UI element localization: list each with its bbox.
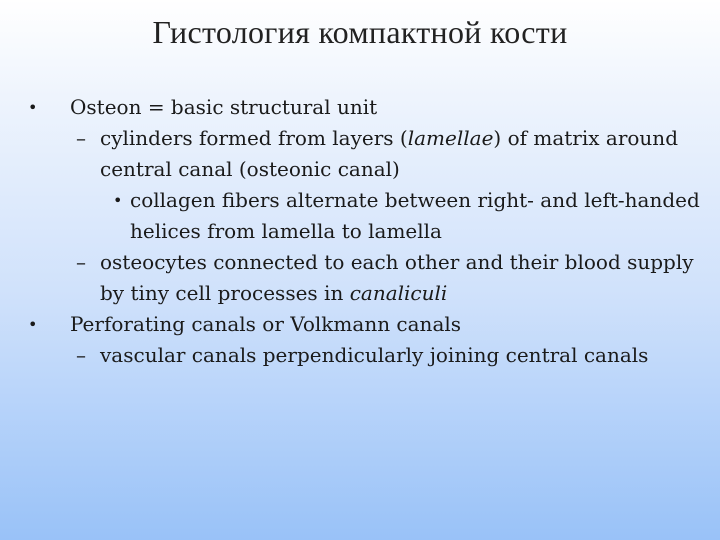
sub-sub-bullet-text: collagen fibers alternate between right- and left-handed helices from lamella to lamella xyxy=(130,188,700,243)
sub-bullet-cylinders xyxy=(26,123,706,185)
bullet-text: Perforating canals or Volkmann canals xyxy=(70,312,462,336)
bullet-marker: • xyxy=(113,191,123,210)
sub-bullet-text: vascular canals perpendicularly joining central canals xyxy=(100,343,649,367)
sub-bullet-vascular xyxy=(26,340,706,371)
dash-marker: – xyxy=(76,343,86,367)
sub-bullet-text-pre: osteocytes connected to each other and their blood supply by tiny cell processes in xyxy=(100,250,694,305)
bullet-osteon xyxy=(26,92,706,123)
sub-bullet-osteocytes xyxy=(26,247,706,309)
slide-body xyxy=(26,92,706,371)
sub-bullet-emphasis: canaliculi xyxy=(349,281,448,305)
bullet-text: Osteon = basic structural unit xyxy=(70,95,378,119)
bullet-perforating xyxy=(26,309,706,340)
bullet-marker: • xyxy=(28,315,38,334)
sub-bullet-text-pre: cylinders formed from layers ( xyxy=(100,126,408,150)
slide-title: Гистология компактной кости xyxy=(152,14,568,50)
dash-marker: – xyxy=(76,126,86,150)
bullet-marker: • xyxy=(28,98,38,117)
sub-sub-bullet-collagen xyxy=(26,185,706,247)
dash-marker: – xyxy=(76,250,86,274)
sub-bullet-text-post: ) of matrix around central canal (osteonic canal) xyxy=(100,126,678,181)
sub-bullet-emphasis: lamellae xyxy=(407,126,494,150)
